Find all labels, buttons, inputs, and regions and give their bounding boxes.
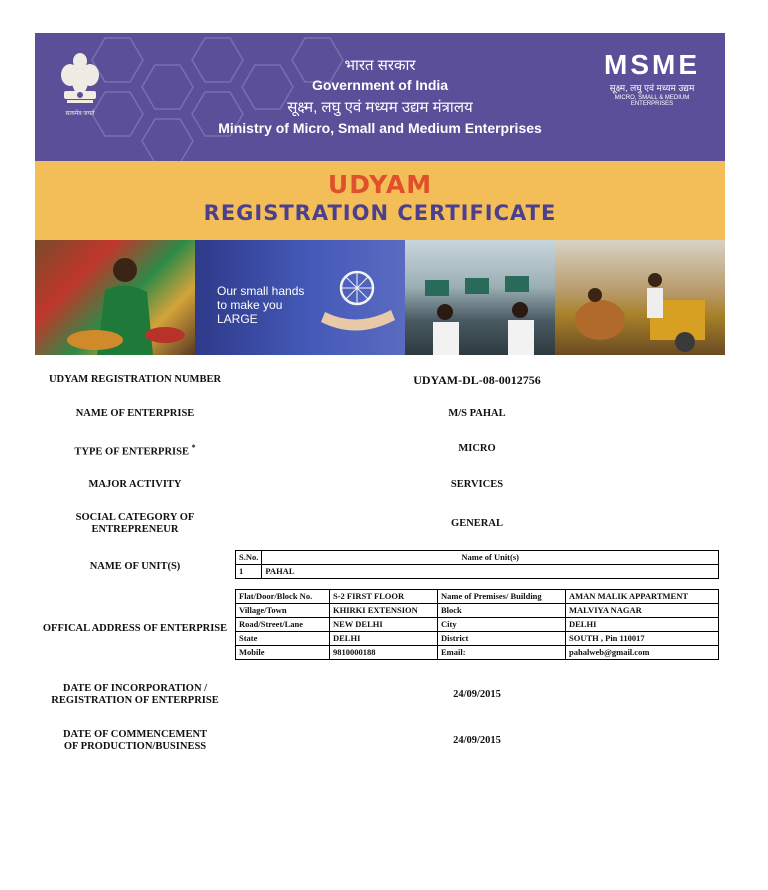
gov-hindi-text: भारत सरकार xyxy=(344,57,416,74)
table-cell: 1 xyxy=(236,565,262,579)
table-cell: DELHI xyxy=(330,632,438,646)
table-row xyxy=(236,618,719,632)
msme-logo-hindi: सूक्ष्म, लघु एवं मध्यम उद्यम xyxy=(609,83,695,93)
major-activity-label: MAJOR ACTIVITY xyxy=(88,479,182,490)
social-category-value: GENERAL xyxy=(451,518,503,529)
table-cell: 9810000188 xyxy=(330,646,438,660)
table-row xyxy=(236,565,719,579)
table-cell: PAHAL xyxy=(262,565,719,579)
msme-logo-english: MICRO, SMALL & MEDIUM ENTERPRISES xyxy=(614,95,690,107)
incorporation-date-value: 24/09/2015 xyxy=(453,689,501,700)
emblem-motto: सत्यमेव जयते xyxy=(65,111,95,117)
reg-number-label: UDYAM REGISTRATION NUMBER xyxy=(48,374,222,385)
unit-names-table xyxy=(235,550,719,579)
table-cell: SOUTH , Pin 110017 xyxy=(566,632,719,646)
certificate-title-band xyxy=(35,161,725,240)
table-cell: DELHI xyxy=(566,618,719,632)
official-address-label: OFFICAL ADDRESS OF ENTERPRISE xyxy=(42,623,228,634)
commencement-date-label: DATE OF COMMENCEMENT OF PRODUCTION/BUSINESS xyxy=(62,729,208,752)
social-category-label: SOCIAL CATEGORY OF ENTREPRENEUR xyxy=(75,512,195,535)
table-cell: District xyxy=(438,632,566,646)
table-cell: NEW DELHI xyxy=(330,618,438,632)
table-cell: MALVIYA NAGAR xyxy=(566,604,719,618)
office-photo xyxy=(405,240,555,355)
table-row xyxy=(236,632,719,646)
certificate-subtitle: REGISTRATION CERTIFICATE xyxy=(203,201,557,225)
artisan-figure-icon xyxy=(35,240,195,355)
table-row xyxy=(236,646,719,660)
unit-names-label: NAME OF UNIT(S) xyxy=(89,561,181,572)
table-cell: City xyxy=(438,618,566,632)
table-cell: Name of Premises/ Building xyxy=(438,590,566,604)
enterprise-type-label xyxy=(35,442,235,459)
slogan-text: Our small hands to make you LARGE xyxy=(217,284,305,326)
farmers-machine-icon xyxy=(555,240,725,355)
table-row xyxy=(236,590,719,604)
ministry-hindi-text: सूक्ष्म, लघु एवं मध्यम उद्यम मंत्रालय xyxy=(287,99,473,116)
table-cell: AMAN MALIK APPARTMENT xyxy=(566,590,719,604)
photo-strip xyxy=(35,240,725,355)
table-cell: pahalweb@gmail.com xyxy=(566,646,719,660)
table-cell: State xyxy=(236,632,330,646)
address-table xyxy=(235,589,719,660)
enterprise-type-label-text: TYPE OF ENTERPRISE xyxy=(74,446,189,458)
table-row xyxy=(236,551,719,565)
table-cell: Flat/Door/Block No. xyxy=(236,590,330,604)
enterprise-type-marker: * xyxy=(191,443,196,452)
msme-logo-text: MSME xyxy=(604,49,700,80)
ministry-english-text: Ministry of Micro, Small and Medium Enterprises xyxy=(218,120,542,136)
table-cell: Email: xyxy=(438,646,566,660)
farm-photo xyxy=(555,240,725,355)
table-cell: Road/Street/Lane xyxy=(236,618,330,632)
enterprise-type-value: MICRO xyxy=(458,443,496,454)
certificate-title: UDYAM xyxy=(327,170,433,199)
reg-number-value: UDYAM-DL-08-0012756 xyxy=(413,373,541,387)
government-header xyxy=(35,33,725,161)
office-workers-icon xyxy=(405,240,555,355)
gov-english-text: Government of India xyxy=(311,77,449,93)
table-row xyxy=(236,604,719,618)
certificate-banner xyxy=(35,33,725,355)
major-activity-value: SERVICES xyxy=(450,479,504,490)
msme-logo xyxy=(593,51,711,107)
table-cell: Village/Town xyxy=(236,604,330,618)
table-cell: KHIRKI EXTENSION xyxy=(330,604,438,618)
enterprise-name-value: M/S PAHAL xyxy=(448,408,506,419)
table-cell: Block xyxy=(438,604,566,618)
table-cell: S-2 FIRST FLOOR xyxy=(330,590,438,604)
table-cell: Mobile xyxy=(236,646,330,660)
commencement-date-value: 24/09/2015 xyxy=(453,735,501,746)
enterprise-name-label: NAME OF ENTERPRISE xyxy=(75,408,195,419)
incorporation-date-label: DATE OF INCORPORATION / REGISTRATION OF ENTERPRISE xyxy=(51,683,219,706)
artisan-photo xyxy=(35,240,195,355)
table-header-cell: S.No. xyxy=(236,551,262,565)
table-header-cell: Name of Unit(s) xyxy=(262,551,719,565)
